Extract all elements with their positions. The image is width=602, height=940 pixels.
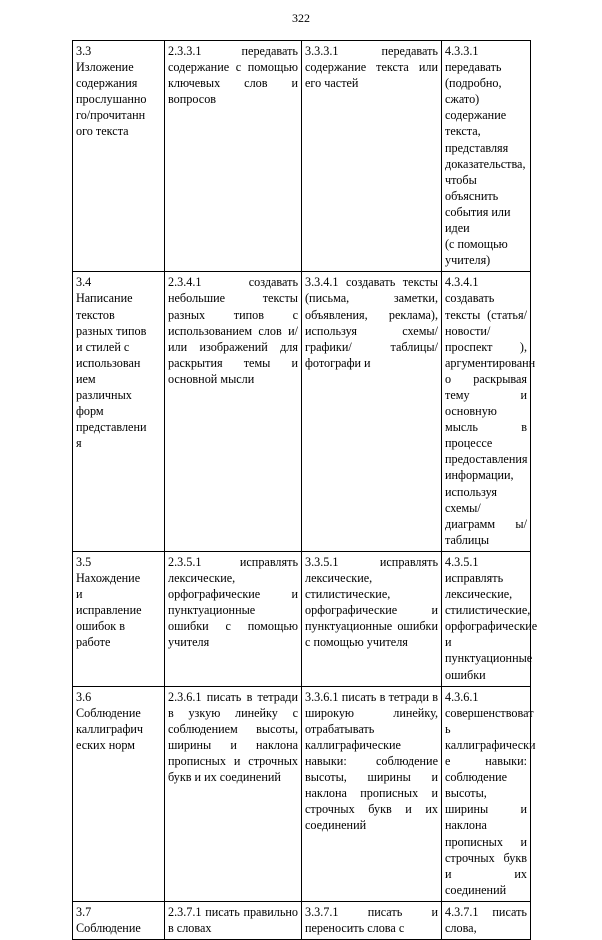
grade2-cell [165,551,302,686]
grade3-cell [302,901,442,939]
grade4-text: 4.3.4.1 создавать тексты (статья/ новости/проспект ), аргументированн о раскрывая тему и основную мысль в процессе предоставления информации, используя схемы/диаграмм ы/таблицы [445,275,536,547]
grade2-cell [165,901,302,939]
topic-cell [73,272,165,552]
grade4-cell [442,272,536,552]
grade2-text: 2.3.6.1 писать в тетради в узкую линейку с соблюдением высоты, ширины и наклона прописных и строчных букв и их соединений [168,689,298,785]
topic-text: 3.3 Изложение содержания прослушанно го/прочитанн ого текста [76,44,147,139]
grade3-text: 3.3.6.1 писать в тетради в широкую линейку, отрабатывать каллиграфические навыки: соблюдение высоты, ширины и наклона прописных и строчных букв и их соединений [305,689,438,833]
grade2-text: 2.3.4.1 создавать небольшие тексты разных типов с использованием слов и/или изображений для раскрытия темы и основной мысли [168,275,298,386]
grade3-text: 3.3.7.1 писать и переносить слова с [305,904,438,935]
topic-text: 3.7 Соблюдение [76,904,141,935]
topic-text: 3.5 Нахождение и исправление ошибок в работе [76,554,142,650]
table-row [73,272,531,552]
grade4-cell [442,41,531,272]
grade3-cell [302,551,442,686]
grade2-text: 2.3.7.1 писать правильно в словах [168,904,298,935]
grade2-cell [165,272,302,552]
table-row [73,686,531,901]
grade4-text: 4.3.6.1 совершенствоват ь каллиграфически е навыки: соблюдение высоты, ширины и наклона прописных и строчных букв и их соединений [445,689,536,897]
grade3-text: 3.3.4.1 создавать тексты (письма, заметки, объявления, реклама), используя схемы/графики/ таблицы/фотографи и [305,275,438,370]
topic-cell [73,41,165,272]
grade3-text: 3.3.5.1 исправлять лексические, стилистические, орфографические и пунктуационные ошибки с помощью учителя [305,554,438,650]
grade4-cell [442,686,536,901]
grade3-cell [302,686,442,901]
grade3-cell [302,41,442,272]
topic-cell [73,551,165,686]
topic-cell [73,686,165,901]
grade4-cell [442,551,538,686]
table-row [73,901,531,939]
grade4-text: 4.3.7.1 писать слова, [445,904,527,935]
grade4-text: 4.3.5.1 исправлять лексические, стилистические, орфографические и пунктуационные ошибки [445,554,538,682]
grade3-cell [302,272,442,552]
page-number: 322 [292,11,310,25]
grade4-text: 4.3.3.1 передавать (подробно, сжато) содержание текста, представляя доказательства, чтобы объяснить события или идеи (с помощью учителя) [445,44,526,268]
table-row [73,551,531,686]
topic-text: 3.6 Соблюдение каллиграфич еских норм [76,689,143,752]
grade2-text: 2.3.5.1 исправлять лексические, орфографические и пунктуационные ошибки с помощью учителя [168,554,298,650]
grade2-text: 2.3.3.1 передавать содержание с помощью ключевых слов и вопросов [168,44,298,107]
grade2-cell [165,686,302,901]
curriculum-table [72,40,538,940]
table-row [73,41,531,272]
topic-text: 3.4 Написание текстов разных типов и стилей с использован ием различных форм представлени я [76,275,147,451]
grade3-text: 3.3.3.1 передавать содержание текста или его частей [305,44,438,91]
grade2-cell [165,41,302,272]
grade4-cell [442,901,531,939]
topic-cell [73,901,165,939]
